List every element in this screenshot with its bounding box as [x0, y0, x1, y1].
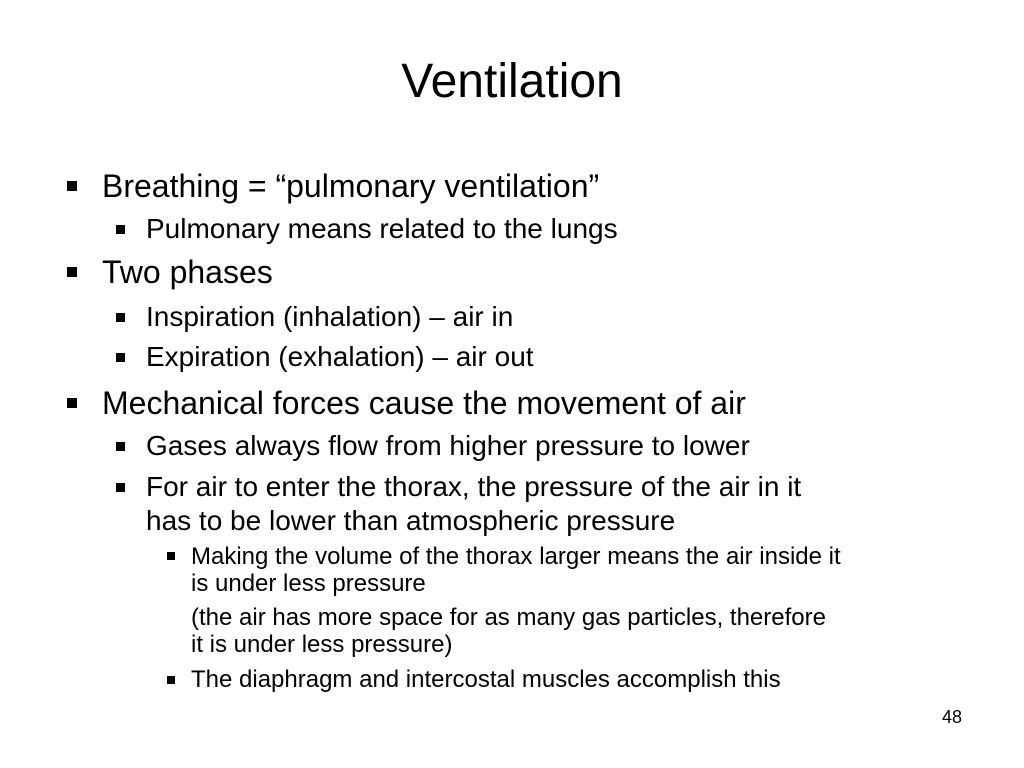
square-bullet-icon — [116, 353, 125, 362]
paragraph-text-continuation: it is under less pressure) — [191, 631, 453, 658]
square-bullet-icon — [167, 676, 175, 684]
bullet-text: Breathing = “pulmonary ventilation” — [102, 168, 600, 204]
bullet-text-continuation: has to be lower than atmospheric pressure — [146, 505, 676, 536]
bullet-text: Pulmonary means related to the lungs — [146, 213, 618, 244]
slide-title: Ventilation — [401, 55, 623, 108]
square-bullet-icon — [67, 181, 77, 191]
square-bullet-icon — [116, 225, 125, 234]
square-bullet-icon — [116, 483, 125, 492]
square-bullet-icon — [116, 313, 125, 322]
bullet-text: Expiration (exhalation) – air out — [146, 341, 534, 372]
paragraph-text: (the air has more space for as many gas particles, therefore — [191, 604, 826, 631]
bullet-text: Two phases — [102, 254, 273, 290]
square-bullet-icon — [67, 267, 77, 277]
square-bullet-icon — [116, 442, 125, 451]
bullet-text: Mechanical forces cause the movement of air — [102, 385, 746, 421]
bullet-text: For air to enter the thorax, the pressure of the air in it — [146, 471, 802, 502]
square-bullet-icon — [67, 398, 77, 408]
bullet-text: Gases always flow from higher pressure to lower — [146, 430, 750, 461]
bullet-text: The diaphragm and intercostal muscles accomplish this — [191, 666, 781, 693]
page-number: 48 — [941, 707, 962, 727]
bullet-text: Inspiration (inhalation) – air in — [146, 301, 514, 332]
bullet-text-continuation: is under less pressure — [191, 570, 426, 597]
square-bullet-icon — [167, 552, 175, 560]
bullet-text: Making the volume of the thorax larger means the air inside it — [191, 543, 841, 570]
